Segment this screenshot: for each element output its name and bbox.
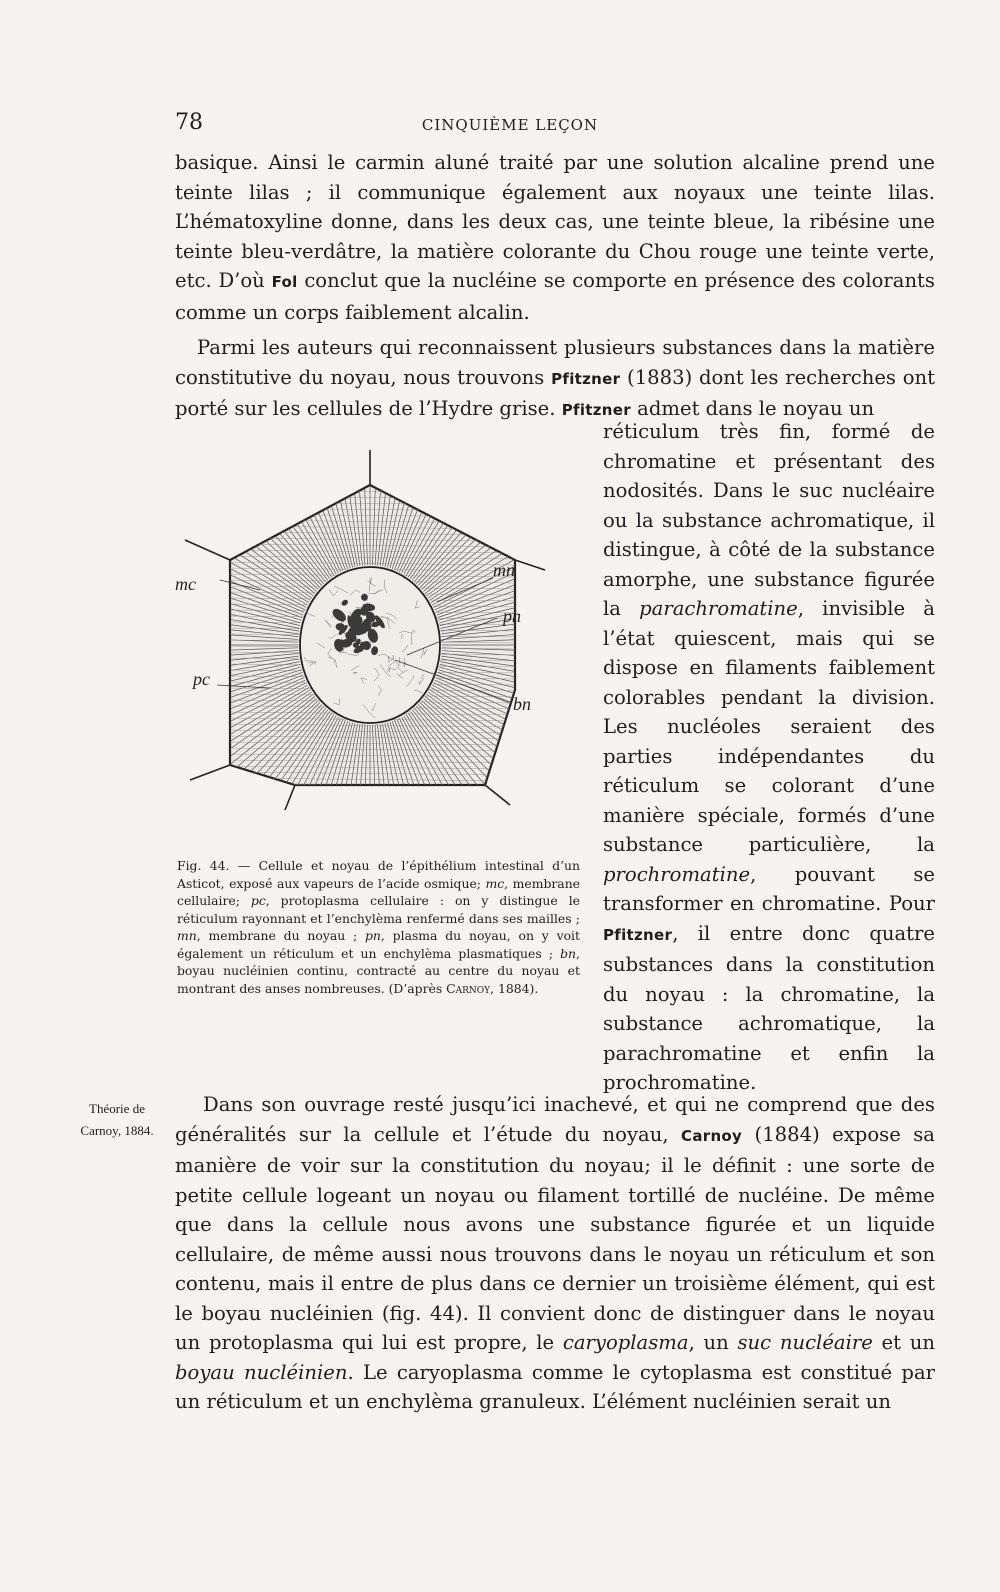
author-name: Fol <box>271 273 298 291</box>
paragraph-3 <box>175 1090 935 1417</box>
label-pn: pn <box>503 606 521 626</box>
term: suc nucléaire <box>737 1331 873 1354</box>
text: et un <box>872 1331 935 1354</box>
text: conclut que la nucléine se comporte en présence des colorants comme un corps faiblement alcalin. <box>175 269 935 324</box>
term: caryoplasma <box>562 1331 689 1354</box>
text: , un <box>688 1331 738 1354</box>
abbr: pc <box>250 893 266 908</box>
figure-caption <box>177 857 580 997</box>
author-name: Carnoy <box>681 1126 743 1145</box>
text: , pouvant se transformer en chromatine. Pour <box>603 862 935 915</box>
text: (1884) expose sa manière de voir sur la constitution du noyau; il le définit : une sorte de petite cellule logeant un noyau ou filament tortillé de nucléine. De même que dans la cellule nous avons une substance figurée et un liquide cellulaire, de même aussi nous trouvons dans le noyau un réticulum et son contenu, mais il entre de plus dans ce dernier un troisième élément, qui est le boyau nucléinien (fig. 44). Il convient donc de distinguer dans le noyau un protoplasma qui lui est propre, le <box>175 1122 935 1354</box>
text: admet dans le noyau un <box>630 397 875 420</box>
paragraph-2 <box>175 333 935 426</box>
text: Dans son ouvrage resté jusqu’ici inachevé, et qui ne comprend que des généralités sur la cellule et l’étude du noyau, <box>175 1093 935 1146</box>
author-name: Carnoy <box>446 980 491 996</box>
text: , il entre donc quatre substances dans la constitution du noyau : la chromatine, la substance achromatique, la parachromatine et enfin la prochromatine. <box>603 921 935 1094</box>
margin-note <box>60 1098 174 1142</box>
margin-note-line: Carnoy, 1884. <box>80 1123 154 1138</box>
text: , membrane du noyau ; <box>196 928 365 943</box>
term: prochromatine <box>603 862 751 886</box>
text: (1883) dont les recherches ont porté sur les cellules de l’Hydre grise. <box>175 365 935 420</box>
text: . Le caryoplasma comme le cytoplasma est constitué par un réticulum et un enchylèma granuleux. L’élément nucléinien serait un <box>175 1360 935 1413</box>
text: Parmi les auteurs qui reconnaissent plusieurs substances dans la matière constitutive du noyau, nous trouvons <box>175 336 935 389</box>
text: Fig. 44. — Cellule et noyau de l’épithélium intestinal d’un Asticot, exposé aux vapeurs de l’acide osmique; <box>177 858 580 891</box>
label-pc: pc <box>193 669 210 689</box>
page-number: 78 <box>175 110 203 135</box>
author-name: Pfitzner <box>551 369 621 388</box>
text: réticulum très fin, formé de chromatine et présentant des nodosités. Dans le suc nucléaire ou la substance achromatique, il distingue, à côté de la substance amorphe, une substance figurée la <box>603 420 935 620</box>
label-mn: mn <box>493 560 515 580</box>
author-name: Pfitzner <box>561 401 631 419</box>
text: basique. Ainsi le carmin aluné traité par une solution alcaline prend une teinte lilas ; il communique également aux noyaux une teinte lilas. L’hématoxyline donne, dans les deux cas, une teinte bleue, la ribésine une teinte bleu-verdâtre, la matière colorante du Chou rouge une teinte verte, etc. D’où <box>175 151 935 292</box>
term: parachromatine <box>639 597 798 620</box>
abbr: mn <box>177 928 197 943</box>
label-bn: bn <box>513 694 531 714</box>
margin-note-line: Théorie de <box>89 1101 145 1116</box>
paragraph-1 <box>175 148 935 327</box>
abbr: pn <box>365 928 381 943</box>
running-title: CINQUIÈME LEÇON <box>421 116 599 134</box>
cell-nucleus-figure <box>175 450 575 840</box>
text: , membrane cellulaire; <box>177 875 581 908</box>
text: , protoplasma cellulaire : on y distingue le réticulum rayonnant et l’enchylèma renfermé dans ses mailles ; <box>177 893 580 926</box>
text: , 1884). <box>490 980 539 996</box>
text: , invisible à l’état quiescent, mais qui se dispose en filaments faiblement colorables pendant la division. Les nucléoles seraient des parties indépendantes du réticulum se colorant d’une manière spéciale, formés d’une substance particulière, la <box>603 597 935 856</box>
side-column-text <box>603 417 935 1098</box>
abbr: bn <box>560 945 577 961</box>
term: boyau nucléinien <box>175 1360 348 1384</box>
text: , boyau nucléinien continu, contracté au centre du noyau et montrant des anses nombreuses. (D’après <box>177 945 580 996</box>
label-mc: mc <box>175 574 196 594</box>
author-name: Pfitzner <box>603 925 673 944</box>
text: , plasma du noyau, on y voit également un réticulum et un enchylèma plasmatiques ; <box>177 928 580 961</box>
abbr: mc <box>485 875 505 891</box>
